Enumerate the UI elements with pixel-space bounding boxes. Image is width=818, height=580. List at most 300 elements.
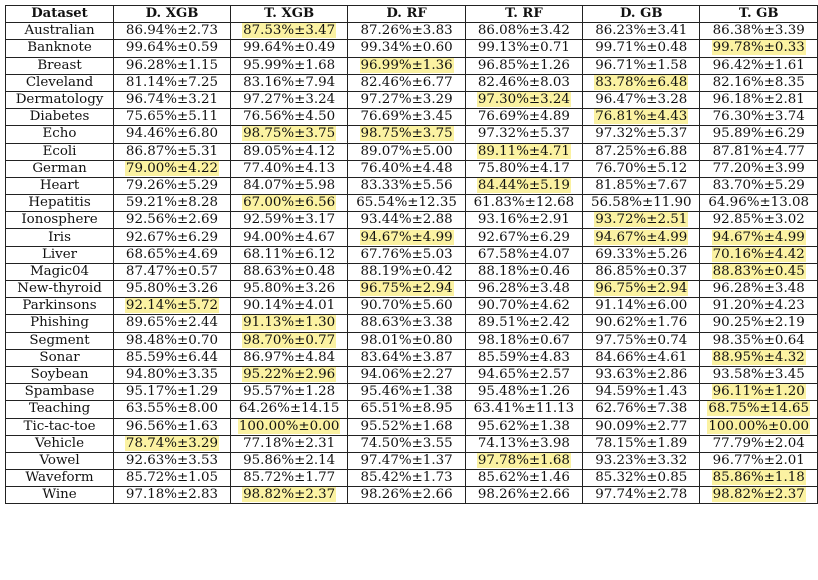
- best-value-cell: [700, 470, 818, 487]
- value-text: 98.48%±0.70: [125, 332, 219, 348]
- value-text: 83.78%±6.48: [595, 74, 688, 90]
- dataset-name-cell: German: [6, 160, 114, 177]
- value-cell: [583, 452, 700, 469]
- best-value-cell: [700, 349, 818, 366]
- value-cell: [114, 366, 231, 383]
- value-text: 86.94%±2.73: [125, 23, 219, 39]
- best-value-cell: [230, 418, 348, 435]
- value-text: 88.63%±3.38: [360, 315, 453, 331]
- table-row: [6, 487, 818, 504]
- value-cell: [465, 487, 582, 504]
- value-cell: [230, 263, 348, 280]
- value-cell: [114, 229, 231, 246]
- value-text: 94.59%±1.43: [595, 384, 688, 400]
- best-value-cell: [230, 195, 348, 212]
- value-text: 84.07%±5.98: [243, 177, 336, 193]
- value-text: 83.16%±7.94: [243, 74, 336, 90]
- value-cell: [700, 177, 818, 194]
- value-cell: [700, 366, 818, 383]
- value-cell: [348, 177, 465, 194]
- dataset-name-cell: Vowel: [6, 452, 114, 469]
- value-text: 94.67%±4.99: [595, 229, 688, 245]
- value-cell: [348, 160, 465, 177]
- best-value-cell: [700, 384, 818, 401]
- value-cell: [230, 281, 348, 298]
- value-text: 82.46%±8.03: [477, 74, 570, 90]
- table-row: [6, 298, 818, 315]
- value-cell: [348, 366, 465, 383]
- value-text: 64.26%±14.15: [238, 401, 340, 417]
- value-text: 67.58%±4.07: [477, 246, 570, 262]
- table-row: [6, 177, 818, 194]
- value-cell: [583, 470, 700, 487]
- value-cell: [583, 435, 700, 452]
- value-text: 87.26%±3.83: [360, 23, 453, 39]
- best-value-cell: [348, 229, 465, 246]
- value-text: 85.42%±1.73: [360, 470, 453, 486]
- value-cell: [583, 143, 700, 160]
- value-text: 96.74%±3.21: [125, 92, 219, 108]
- dataset-name-cell: Soybean: [6, 366, 114, 383]
- value-cell: [114, 212, 231, 229]
- value-cell: [114, 40, 231, 57]
- value-cell: [348, 418, 465, 435]
- value-text: 91.20%±4.23: [712, 298, 805, 314]
- best-value-cell: [230, 332, 348, 349]
- value-text: 93.58%±3.45: [712, 367, 805, 383]
- value-cell: [348, 74, 465, 91]
- value-text: 90.70%±4.62: [477, 298, 570, 314]
- value-cell: [114, 349, 231, 366]
- value-text: 86.85%±0.37: [595, 263, 688, 279]
- value-text: 98.82%±2.37: [243, 487, 336, 503]
- value-text: 98.75%±3.75: [243, 126, 336, 142]
- value-text: 87.47%±0.57: [125, 263, 219, 279]
- dataset-name-cell: Wine: [6, 487, 114, 504]
- value-cell: [700, 195, 818, 212]
- value-cell: [230, 349, 348, 366]
- dataset-name-cell: Spambase: [6, 384, 114, 401]
- best-value-cell: [700, 40, 818, 57]
- value-cell: [230, 109, 348, 126]
- value-text: 96.56%±1.63: [125, 418, 219, 434]
- best-value-cell: [583, 212, 700, 229]
- value-text: 90.09%±2.77: [595, 418, 688, 434]
- value-text: 97.32%±5.37: [595, 126, 688, 142]
- value-cell: [583, 23, 700, 40]
- table-row: [6, 263, 818, 280]
- value-text: 97.30%±3.24: [477, 92, 570, 108]
- value-cell: [583, 349, 700, 366]
- value-text: 90.25%±2.19: [712, 315, 805, 331]
- value-text: 92.85%±3.02: [712, 212, 805, 228]
- value-cell: [230, 246, 348, 263]
- value-cell: [583, 298, 700, 315]
- value-text: 82.16%±8.35: [712, 74, 805, 90]
- value-text: 95.62%±1.38: [477, 418, 570, 434]
- value-text: 97.74%±2.78: [595, 487, 688, 503]
- dataset-name-cell: Waveform: [6, 470, 114, 487]
- value-text: 100.00%±0.00: [708, 418, 810, 434]
- value-text: 75.65%±5.11: [125, 109, 219, 125]
- best-value-cell: [114, 435, 231, 452]
- dataset-name-cell: Diabetes: [6, 109, 114, 126]
- best-value-cell: [583, 281, 700, 298]
- value-cell: [465, 109, 582, 126]
- value-text: 94.46%±6.80: [125, 126, 219, 142]
- value-cell: [465, 74, 582, 91]
- value-cell: [230, 177, 348, 194]
- value-cell: [465, 470, 582, 487]
- value-text: 97.32%±5.37: [477, 126, 570, 142]
- value-text: 85.59%±6.44: [125, 349, 219, 365]
- value-text: 88.95%±4.32: [712, 349, 805, 365]
- best-value-cell: [348, 57, 465, 74]
- value-text: 90.62%±1.76: [595, 315, 688, 331]
- dataset-name-cell: Australian: [6, 23, 114, 40]
- value-cell: [700, 281, 818, 298]
- header-d-gb: D. GB: [583, 6, 700, 23]
- value-cell: [465, 384, 582, 401]
- value-text: 95.52%±1.68: [360, 418, 453, 434]
- value-text: 88.63%±0.48: [243, 263, 336, 279]
- header-d-xgb: D. XGB: [114, 6, 231, 23]
- best-value-cell: [583, 109, 700, 126]
- table-row: [6, 74, 818, 91]
- value-cell: [700, 109, 818, 126]
- value-cell: [348, 401, 465, 418]
- value-text: 85.72%±1.77: [243, 470, 336, 486]
- best-value-cell: [114, 160, 231, 177]
- value-text: 97.75%±0.74: [595, 332, 688, 348]
- best-value-cell: [230, 23, 348, 40]
- value-text: 79.26%±5.29: [125, 177, 219, 193]
- value-text: 76.56%±4.50: [243, 109, 336, 125]
- value-cell: [348, 246, 465, 263]
- value-text: 62.76%±7.38: [595, 401, 688, 417]
- value-cell: [348, 40, 465, 57]
- table-row: [6, 349, 818, 366]
- value-text: 91.14%±6.00: [595, 298, 688, 314]
- value-cell: [583, 246, 700, 263]
- best-value-cell: [348, 126, 465, 143]
- best-value-cell: [583, 74, 700, 91]
- value-cell: [230, 212, 348, 229]
- value-text: 65.54%±12.35: [356, 195, 457, 211]
- table-row: [6, 470, 818, 487]
- value-text: 95.48%±1.26: [477, 384, 570, 400]
- value-text: 97.27%±3.29: [360, 92, 453, 108]
- table-row: [6, 418, 818, 435]
- value-cell: [700, 23, 818, 40]
- value-text: 99.34%±0.60: [360, 40, 453, 56]
- table-row: [6, 401, 818, 418]
- best-value-cell: [348, 281, 465, 298]
- value-cell: [230, 143, 348, 160]
- value-text: 96.85%±1.26: [477, 57, 570, 73]
- value-text: 92.67%±6.29: [477, 229, 570, 245]
- value-cell: [230, 470, 348, 487]
- value-text: 83.33%±5.56: [360, 177, 453, 193]
- table-row: [6, 212, 818, 229]
- value-text: 81.14%±7.25: [125, 74, 219, 90]
- dataset-name-cell: Teaching: [6, 401, 114, 418]
- dataset-name-cell: Phishing: [6, 315, 114, 332]
- header-t-gb: T. GB: [700, 6, 818, 23]
- table-row: [6, 315, 818, 332]
- header-t-xgb: T. XGB: [230, 6, 348, 23]
- best-value-cell: [465, 452, 582, 469]
- best-value-cell: [465, 177, 582, 194]
- value-cell: [583, 366, 700, 383]
- value-text: 96.75%±2.94: [360, 281, 453, 297]
- value-text: 87.25%±6.88: [595, 143, 688, 159]
- value-text: 89.51%±2.42: [477, 315, 570, 331]
- value-cell: [465, 212, 582, 229]
- value-cell: [114, 401, 231, 418]
- value-cell: [348, 298, 465, 315]
- value-text: 93.16%±2.91: [477, 212, 570, 228]
- value-cell: [700, 435, 818, 452]
- value-text: 74.13%±3.98: [477, 435, 570, 451]
- value-cell: [114, 384, 231, 401]
- value-cell: [230, 40, 348, 57]
- value-text: 96.99%±1.36: [360, 57, 453, 73]
- value-text: 98.26%±2.66: [360, 487, 453, 503]
- header-row: [6, 6, 818, 23]
- value-text: 94.67%±4.99: [360, 229, 453, 245]
- value-cell: [348, 143, 465, 160]
- value-cell: [465, 315, 582, 332]
- table-row: [6, 435, 818, 452]
- value-text: 85.72%±1.05: [125, 470, 219, 486]
- value-text: 98.18%±0.67: [477, 332, 570, 348]
- value-cell: [114, 91, 231, 108]
- dataset-name-cell: Tic-tac-toe: [6, 418, 114, 435]
- dataset-name-cell: Sonar: [6, 349, 114, 366]
- value-cell: [583, 332, 700, 349]
- value-cell: [465, 229, 582, 246]
- value-text: 95.57%±1.28: [243, 384, 336, 400]
- value-cell: [583, 40, 700, 57]
- dataset-name-cell: Heart: [6, 177, 114, 194]
- dataset-name-cell: Iris: [6, 229, 114, 246]
- value-cell: [700, 452, 818, 469]
- value-text: 77.18%±2.31: [243, 435, 336, 451]
- table-row: [6, 384, 818, 401]
- value-text: 94.65%±2.57: [477, 367, 570, 383]
- value-text: 99.64%±0.59: [125, 40, 219, 56]
- value-text: 89.65%±2.44: [125, 315, 219, 331]
- value-cell: [230, 57, 348, 74]
- value-text: 91.13%±1.30: [243, 315, 336, 331]
- value-cell: [700, 315, 818, 332]
- value-cell: [465, 332, 582, 349]
- value-text: 94.06%±2.27: [360, 367, 453, 383]
- value-cell: [114, 487, 231, 504]
- value-cell: [230, 74, 348, 91]
- value-cell: [348, 91, 465, 108]
- value-cell: [114, 470, 231, 487]
- value-cell: [465, 40, 582, 57]
- header-dataset: Dataset: [6, 6, 114, 23]
- value-cell: [583, 160, 700, 177]
- value-text: 93.63%±2.86: [595, 367, 688, 383]
- value-cell: [230, 452, 348, 469]
- value-text: 77.40%±4.13: [243, 160, 336, 176]
- value-text: 93.72%±2.51: [595, 212, 688, 228]
- best-value-cell: [700, 246, 818, 263]
- value-text: 92.14%±5.72: [125, 298, 219, 314]
- value-text: 78.74%±3.29: [125, 435, 219, 451]
- value-text: 86.23%±3.41: [595, 23, 688, 39]
- value-text: 97.18%±2.83: [125, 487, 219, 503]
- value-text: 96.75%±2.94: [595, 281, 688, 297]
- value-text: 96.28%±3.48: [712, 281, 805, 297]
- value-text: 99.13%±0.71: [477, 40, 570, 56]
- value-text: 65.51%±8.95: [360, 401, 453, 417]
- value-cell: [114, 74, 231, 91]
- value-cell: [230, 229, 348, 246]
- value-cell: [465, 23, 582, 40]
- best-value-cell: [700, 263, 818, 280]
- value-text: 99.71%±0.48: [595, 40, 688, 56]
- value-text: 86.08%±3.42: [477, 23, 570, 39]
- value-text: 92.59%±3.17: [243, 212, 336, 228]
- value-text: 90.14%±4.01: [243, 298, 336, 314]
- dataset-name-cell: Hepatitis: [6, 195, 114, 212]
- value-text: 96.11%±1.20: [712, 384, 805, 400]
- value-text: 76.81%±4.43: [595, 109, 688, 125]
- table-body: [6, 23, 818, 504]
- value-cell: [114, 177, 231, 194]
- value-text: 92.56%±2.69: [125, 212, 219, 228]
- value-cell: [230, 435, 348, 452]
- value-cell: [583, 418, 700, 435]
- table-row: [6, 229, 818, 246]
- table-row: [6, 281, 818, 298]
- value-text: 96.77%±2.01: [712, 452, 805, 468]
- value-cell: [114, 143, 231, 160]
- value-cell: [465, 195, 582, 212]
- value-cell: [583, 384, 700, 401]
- value-text: 93.23%±3.32: [595, 452, 688, 468]
- value-cell: [114, 23, 231, 40]
- value-text: 75.80%±4.17: [477, 160, 570, 176]
- value-cell: [465, 263, 582, 280]
- value-text: 63.41%±11.13: [473, 401, 575, 417]
- value-cell: [114, 246, 231, 263]
- best-value-cell: [465, 91, 582, 108]
- value-cell: [465, 349, 582, 366]
- value-cell: [348, 263, 465, 280]
- value-text: 83.64%±3.87: [360, 349, 453, 365]
- value-text: 68.75%±14.65: [708, 401, 810, 417]
- value-cell: [114, 263, 231, 280]
- value-text: 64.96%±13.08: [708, 195, 810, 211]
- value-cell: [465, 298, 582, 315]
- value-text: 94.00%±4.67: [243, 229, 336, 245]
- dataset-name-cell: Banknote: [6, 40, 114, 57]
- value-text: 99.64%±0.49: [243, 40, 336, 56]
- value-cell: [348, 23, 465, 40]
- value-text: 74.50%±3.55: [360, 435, 453, 451]
- value-cell: [700, 332, 818, 349]
- value-text: 88.19%±0.42: [360, 263, 453, 279]
- table-row: [6, 143, 818, 160]
- value-cell: [348, 470, 465, 487]
- value-cell: [583, 195, 700, 212]
- value-cell: [465, 57, 582, 74]
- value-cell: [114, 281, 231, 298]
- value-text: 81.85%±7.67: [595, 177, 688, 193]
- dataset-name-cell: New-thyroid: [6, 281, 114, 298]
- value-cell: [465, 126, 582, 143]
- value-text: 89.05%±4.12: [243, 143, 336, 159]
- value-text: 96.28%±1.15: [125, 57, 219, 73]
- table-row: [6, 57, 818, 74]
- value-cell: [700, 91, 818, 108]
- value-text: 92.63%±3.53: [125, 452, 219, 468]
- table-row: [6, 91, 818, 108]
- dataset-name-cell: Segment: [6, 332, 114, 349]
- value-cell: [348, 332, 465, 349]
- value-text: 95.99%±1.68: [243, 57, 336, 73]
- value-text: 86.97%±4.84: [243, 349, 336, 365]
- value-text: 76.69%±4.89: [477, 109, 570, 125]
- value-text: 67.76%±5.03: [360, 246, 453, 262]
- value-cell: [114, 109, 231, 126]
- best-value-cell: [230, 366, 348, 383]
- value-cell: [348, 487, 465, 504]
- dataset-name-cell: Dermatology: [6, 91, 114, 108]
- value-cell: [230, 384, 348, 401]
- value-text: 69.33%±5.26: [595, 246, 688, 262]
- value-text: 96.18%±2.81: [712, 92, 805, 108]
- best-value-cell: [700, 418, 818, 435]
- value-text: 98.01%±0.80: [360, 332, 453, 348]
- value-text: 87.81%±4.77: [712, 143, 805, 159]
- value-cell: [348, 212, 465, 229]
- dataset-name-cell: Magic04: [6, 263, 114, 280]
- table-row: [6, 109, 818, 126]
- value-cell: [465, 281, 582, 298]
- table-row: [6, 126, 818, 143]
- value-cell: [114, 332, 231, 349]
- dataset-name-cell: Ionosphere: [6, 212, 114, 229]
- dataset-name-cell: Cleveland: [6, 74, 114, 91]
- value-cell: [465, 160, 582, 177]
- value-text: 63.55%±8.00: [125, 401, 219, 417]
- value-text: 90.70%±5.60: [360, 298, 453, 314]
- value-text: 96.42%±1.61: [712, 57, 805, 73]
- value-cell: [465, 366, 582, 383]
- best-value-cell: [465, 143, 582, 160]
- value-text: 94.67%±4.99: [712, 229, 805, 245]
- value-text: 88.18%±0.46: [477, 263, 570, 279]
- value-text: 93.44%±2.88: [360, 212, 453, 228]
- value-text: 76.69%±3.45: [360, 109, 453, 125]
- value-cell: [583, 315, 700, 332]
- value-text: 85.59%±4.83: [477, 349, 570, 365]
- value-text: 85.32%±0.85: [595, 470, 688, 486]
- value-text: 97.47%±1.37: [360, 452, 453, 468]
- value-text: 86.87%±5.31: [125, 143, 219, 159]
- value-cell: [583, 263, 700, 280]
- value-text: 76.40%±4.48: [360, 160, 453, 176]
- value-text: 85.86%±1.18: [712, 470, 805, 486]
- table-row: [6, 452, 818, 469]
